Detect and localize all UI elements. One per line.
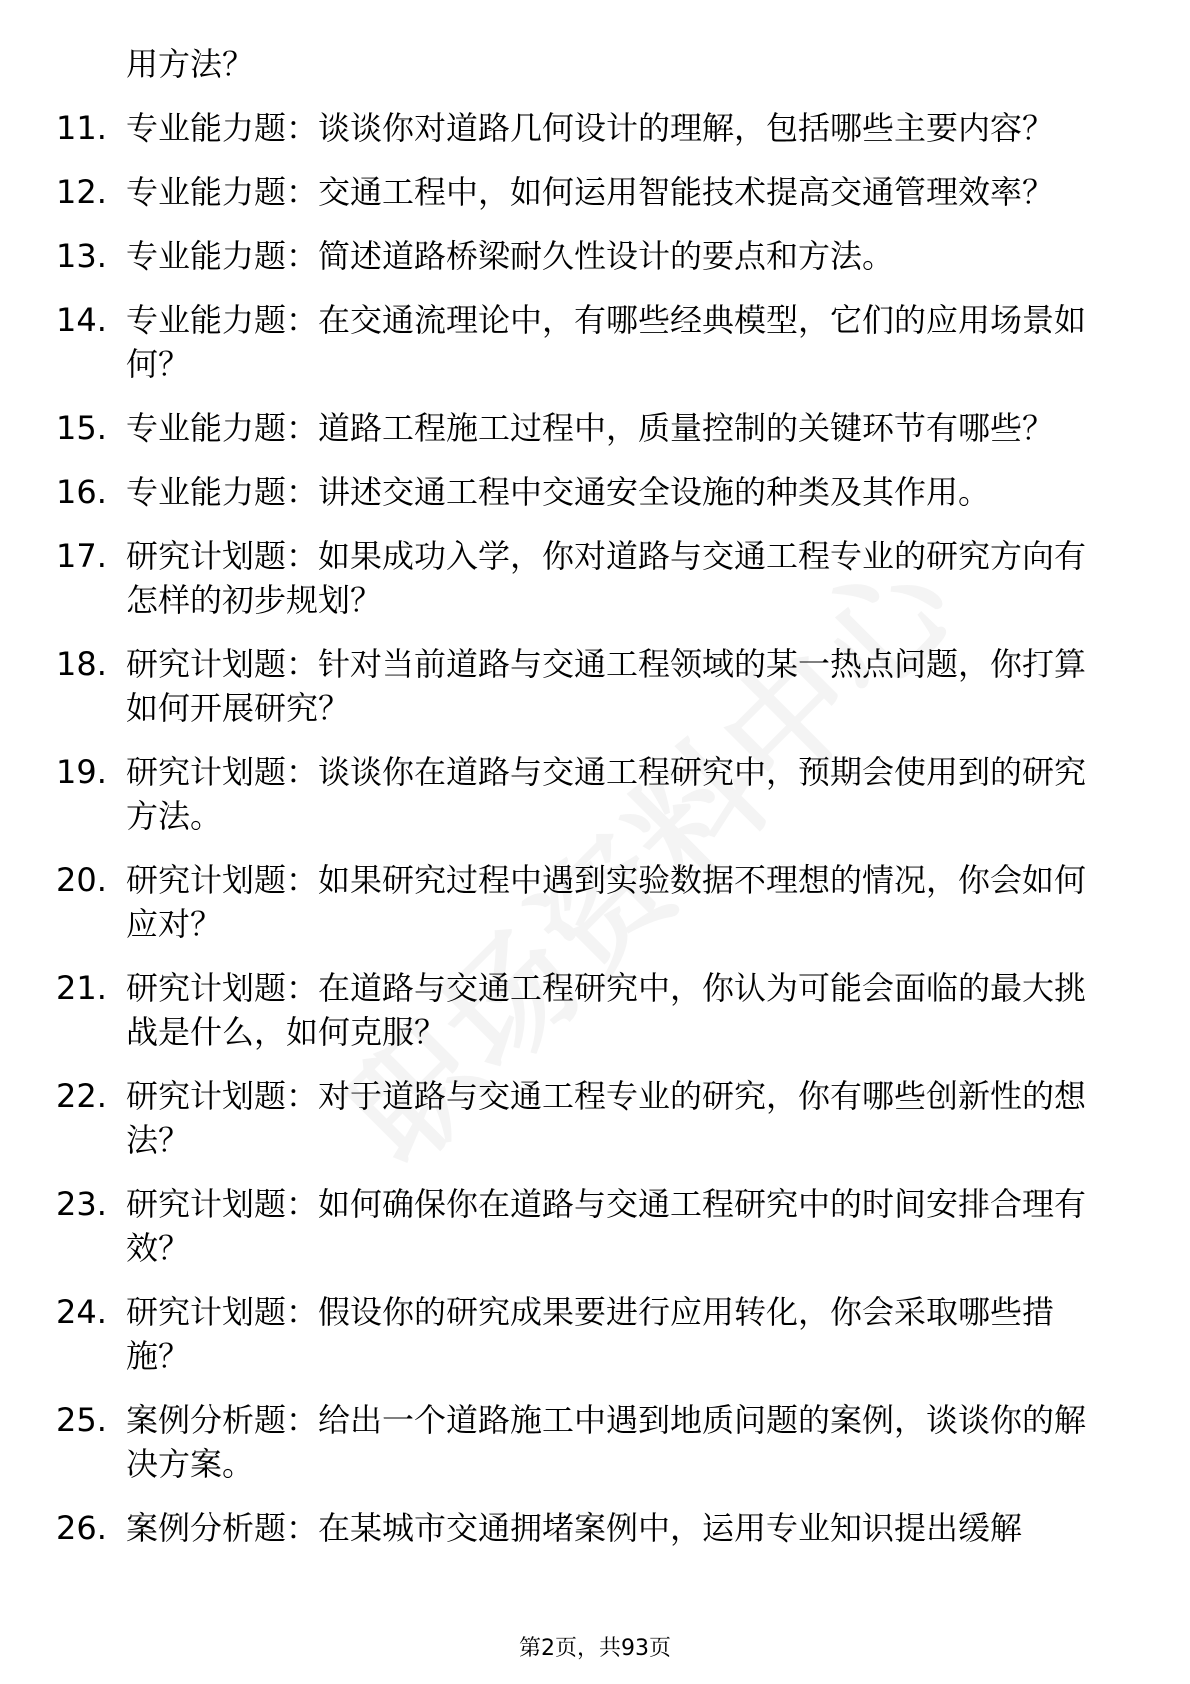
- question-item: [56, 234, 1116, 278]
- question-text: 研究计划题：如果研究过程中遇到实验数据不理想的情况，你会如何应对？: [126, 861, 1087, 943]
- question-number: 17.: [56, 537, 107, 575]
- question-text: 专业能力题：道路工程施工过程中，质量控制的关键环节有哪些？: [126, 409, 1055, 447]
- question-item: [56, 1290, 1116, 1378]
- question-text: 专业能力题：在交通流理论中，有哪些经典模型，它们的应用场景如何？: [126, 301, 1087, 383]
- question-number: 18.: [56, 645, 107, 683]
- question-text: 专业能力题：简述道路桥梁耐久性设计的要点和方法。: [126, 237, 895, 275]
- question-number: 14.: [56, 301, 107, 339]
- question-text: 专业能力题：交通工程中，如何运用智能技术提高交通管理效率？: [126, 173, 1055, 211]
- question-number: 20.: [56, 861, 107, 899]
- question-item: [56, 1506, 1116, 1550]
- question-number: 25.: [56, 1401, 107, 1439]
- question-text: 专业能力题：谈谈你对道路几何设计的理解，包括哪些主要内容？: [126, 109, 1055, 147]
- question-item: [56, 534, 1116, 622]
- question-text: 案例分析题：给出一个道路施工中遇到地质问题的案例，谈谈你的解决方案。: [126, 1401, 1087, 1483]
- question-item: [56, 858, 1116, 946]
- question-text: 研究计划题：针对当前道路与交通工程领域的某一热点问题，你打算如何开展研究？: [126, 645, 1087, 727]
- question-number: 13.: [56, 237, 107, 275]
- question-number: 15.: [56, 409, 107, 447]
- question-text: 研究计划题：对于道路与交通工程专业的研究，你有哪些创新性的想法？: [126, 1077, 1087, 1159]
- question-item: [56, 106, 1116, 150]
- question-number: 16.: [56, 473, 107, 511]
- question-item: [56, 750, 1116, 838]
- question-item: [56, 966, 1116, 1054]
- question-number: 26.: [56, 1509, 107, 1547]
- question-list: [0, 42, 1190, 1570]
- question-text: 研究计划题：如何确保你在道路与交通工程研究中的时间安排合理有效？: [126, 1185, 1087, 1267]
- question-text: 案例分析题：在某城市交通拥堵案例中，运用专业知识提出缓解: [126, 1509, 1023, 1547]
- question-item: [56, 298, 1116, 386]
- question-text: 研究计划题：谈谈你在道路与交通工程研究中，预期会使用到的研究方法。: [126, 753, 1087, 835]
- question-number: 23.: [56, 1185, 107, 1223]
- question-number: 11.: [56, 109, 107, 147]
- question-item: [56, 1398, 1116, 1486]
- question-number: 22.: [56, 1077, 107, 1115]
- page-number-label: 第2页，共93页: [519, 1636, 671, 1661]
- question-item: [56, 470, 1116, 514]
- question-number: 12.: [56, 173, 107, 211]
- question-number: 24.: [56, 1293, 107, 1331]
- question-number: 21.: [56, 969, 107, 1007]
- question-item: [56, 1074, 1116, 1162]
- question-text: 研究计划题：假设你的研究成果要进行应用转化，你会采取哪些措施？: [126, 1293, 1055, 1375]
- question-item: [56, 642, 1116, 730]
- continuation-text: [126, 42, 1116, 86]
- question-text: 专业能力题：讲述交通工程中交通安全设施的种类及其作用。: [126, 473, 991, 511]
- continuation-text-body: 用方法？: [126, 45, 255, 83]
- question-number: 19.: [56, 753, 107, 791]
- page-footer: [0, 1634, 1190, 1664]
- question-item: [56, 170, 1116, 214]
- question-item: [56, 406, 1116, 450]
- question-text: 研究计划题：如果成功入学，你对道路与交通工程专业的研究方向有怎样的初步规划？: [126, 537, 1087, 619]
- question-text: 研究计划题：在道路与交通工程研究中，你认为可能会面临的最大挑战是什么，如何克服？: [126, 969, 1087, 1051]
- question-item: [56, 1182, 1116, 1270]
